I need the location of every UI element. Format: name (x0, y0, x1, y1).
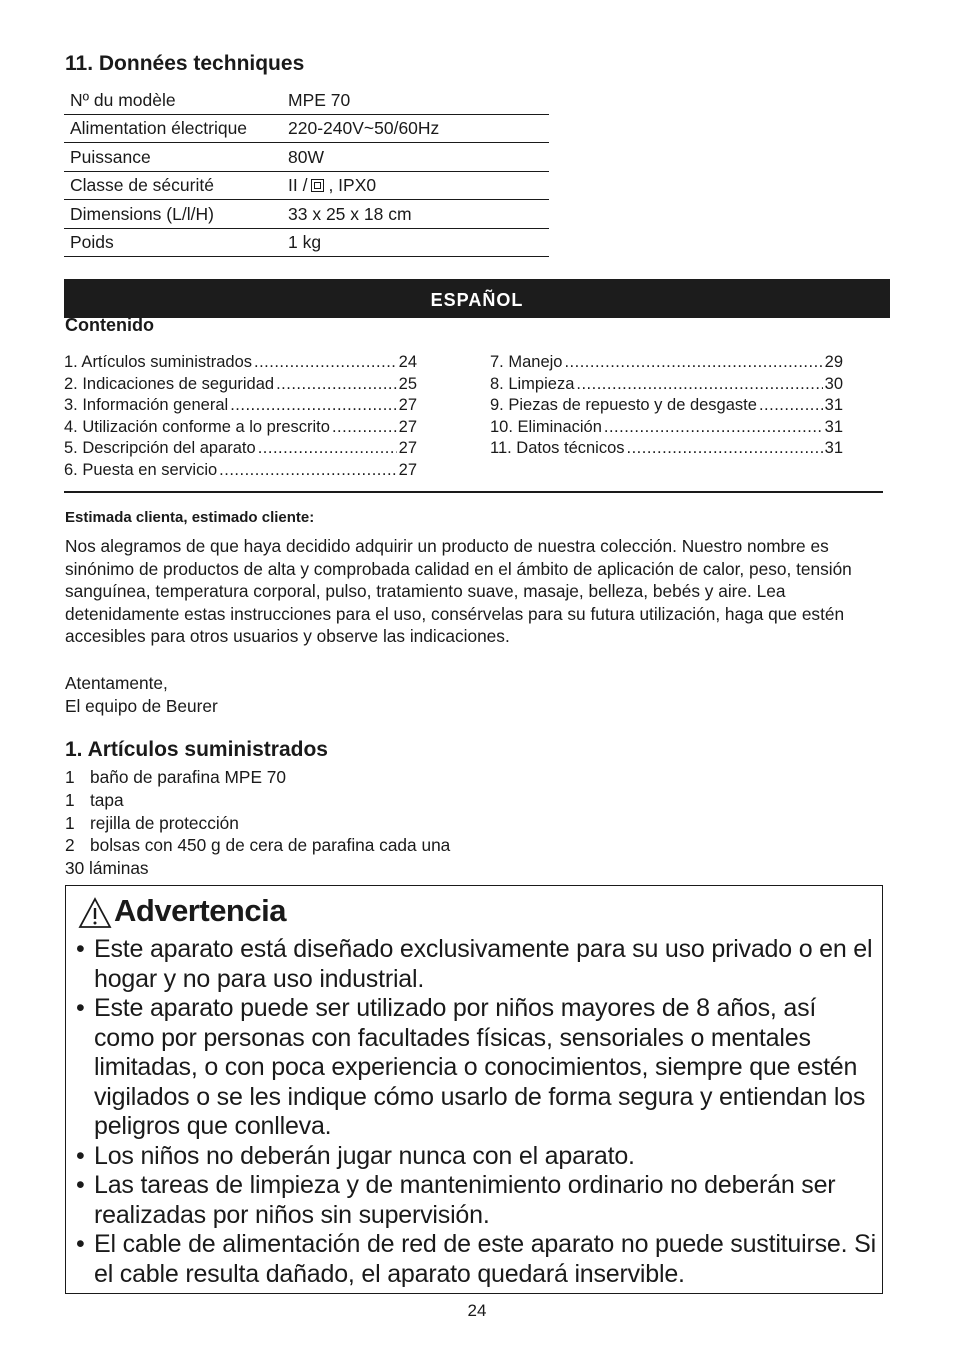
bullet: • (76, 994, 85, 1022)
list-item: 1 tapa (65, 789, 124, 810)
spec-value: MPE 70 (282, 86, 549, 114)
tech-data-table (64, 86, 549, 257)
list-item: • El cable de alimentación de red de este aparato no puede sustituirse. Si el cable resulta dañado, el aparato quedará inservible. (76, 1230, 876, 1288)
list-item: • Las tareas de limpieza y de mantenimiento ordinario no deberán ser realizadas por niños sin supervisión. (76, 1171, 836, 1229)
warning-triangle-icon (78, 897, 112, 929)
toc-item: 1. Artículos suministrados ..... 24 (64, 352, 417, 374)
closing-line: Atentamente, (65, 673, 168, 693)
spec-value-prefix: II / (288, 175, 308, 195)
protection-class-ii-icon (311, 179, 324, 192)
spec-key: Puissance (64, 143, 282, 172)
list-item: • Este aparato puede ser utilizado por niños mayores de 8 años, así como por personas con facultades físicas, sensoriales o mentales limitadas, o con poca experiencia o conocimientos, siempre que estén vigilados o se les indique cómo usarlo de forma segura y entiendan los peligros que conlleva. (76, 994, 866, 1140)
toc-item: 8. Limpieza ..... 30 (490, 374, 843, 396)
list-item: 1 baño de parafina MPE 70 (65, 767, 286, 787)
toc-item: 7. Manejo ..... 29 (490, 352, 843, 374)
toc-title: Contenido (65, 315, 154, 335)
toc-item: 5. Descripción del aparato ..... 27 (64, 438, 417, 460)
spec-key: Dimensions (L/l/H) (64, 200, 282, 229)
bullet: • (76, 1141, 85, 1170)
toc-item: 9. Piezas de repuesto y de desgaste ..... 31 (490, 395, 843, 417)
spec-value (282, 171, 549, 200)
page-number: 24 (467, 1301, 487, 1320)
bullet: • (76, 935, 85, 963)
toc-item: 11. Datos técnicos ..... 31 (490, 438, 843, 460)
spec-key: Classe de sécurité (64, 171, 282, 200)
table-row (64, 114, 549, 143)
closing-signature: El equipo de Beurer (65, 695, 218, 716)
spec-value: 33 x 25 x 18 cm (282, 200, 549, 229)
bullet: • (76, 1171, 85, 1199)
spec-key: Poids (64, 228, 282, 257)
spec-value-suffix: , IPX0 (328, 175, 377, 195)
spec-key: Nº du modèle (64, 86, 282, 114)
toc-left-column (64, 352, 417, 482)
warning-title: Advertencia (114, 893, 286, 928)
table-row (64, 200, 549, 229)
spec-value: 1 kg (282, 228, 549, 257)
language-bar: ESPAÑOL (64, 279, 890, 318)
list-item: • Este aparato está diseñado exclusivamente para su uso privado o en el hogar y no para uso industrial. (76, 935, 873, 993)
table-row (64, 86, 549, 114)
divider (64, 491, 883, 493)
list-item: • Los niños no deberán jugar nunca con el aparato. (76, 1141, 635, 1170)
toc-item: 2. Indicaciones de seguridad ..... 25 (64, 374, 417, 396)
tech-data-heading: 11. Données techniques (65, 52, 305, 75)
spec-value: 220-240V~50/60Hz (282, 114, 549, 143)
spec-key: Alimentation électrique (64, 114, 282, 143)
closing (65, 672, 218, 717)
toc-item: 10. Eliminación ..... 31 (490, 417, 843, 439)
greeting: Estimada clienta, estimado cliente: (65, 509, 315, 526)
table-row (64, 143, 549, 172)
spec-value: 80W (282, 143, 549, 172)
toc-item: 6. Puesta en servicio ..... 27 (64, 460, 417, 482)
table-row (64, 171, 549, 200)
toc-right-column (490, 352, 843, 460)
supplied-items-list (65, 766, 450, 880)
table-row (64, 228, 549, 257)
list-item: 30 láminas (65, 858, 149, 879)
bullet: • (76, 1230, 85, 1258)
intro-paragraph: Nos alegramos de que haya decidido adquirir un producto de nuestra colección. Nuestro nombre es sinónimo de productos de alta y comprobada calidad en el ámbito de aplicación de calor, peso, tensión sanguínea, temperatura corporal, pulso, tratamiento suave, masaje, belleza, bebés y aire. Lea detenidamente estas instrucciones para el uso, consérvelas para su futura utilización, haga que estén accesibles para otros usuarios y observe las indicaciones. (65, 536, 852, 647)
toc-item: 4. Utilización conforme a lo prescrito ..... 27 (64, 417, 417, 439)
warning-list (76, 935, 878, 1289)
list-item: 2 bolsas con 450 g de cera de parafina cada una (65, 835, 451, 856)
supplied-items-heading: 1. Artículos suministrados (65, 738, 328, 761)
toc-item: 3. Información general ..... 27 (64, 395, 417, 417)
list-item: 1 rejilla de protección (65, 812, 239, 833)
